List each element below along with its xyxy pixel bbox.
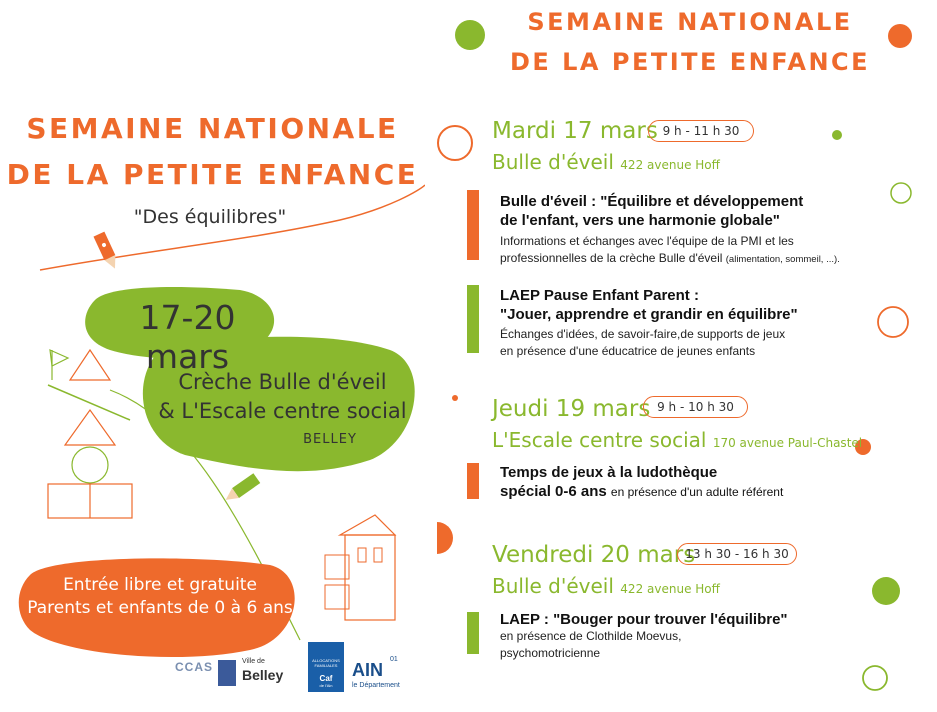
day-1-time: 9 h - 11 h 30 [648, 120, 754, 142]
poster-free-line1: Entrée libre et gratuite [63, 575, 257, 595]
poster-venue-line1: Crèche Bulle d'éveil [178, 370, 387, 394]
event-1-bar [467, 190, 479, 260]
caf-logo: ALLOCATIONS FAMILIALES Caf de l'Ain [308, 642, 344, 692]
poster-title-line1: SEMAINE NATIONALE [26, 112, 399, 145]
day-3-time: 13 h 30 - 16 h 30 [677, 543, 797, 565]
day-2-place: L'Escale centre social 170 avenue Paul-Chastel [492, 428, 863, 452]
schedule-title-line2: DE LA PETITE ENFANCE [509, 48, 871, 76]
event-4-title: LAEP : "Bouger pour trouver l'équilibre" [500, 611, 788, 628]
day-2-heading: Jeudi 19 mars [492, 396, 651, 422]
belley-logo: Ville de Belley [218, 642, 298, 692]
poster-venue-line2: & L'Escale centre social [158, 399, 407, 423]
poster [0, 0, 425, 712]
day-3-place: Bulle d'éveil 422 avenue Hoff [492, 574, 720, 598]
ccas-logo: CCAS [175, 660, 214, 674]
poster-free-line2: Parents et enfants de 0 à 6 ans [27, 598, 293, 618]
schedule-title-line1: SEMAINE NATIONALE [527, 8, 853, 36]
event-4-desc: en présence de Clothilde Moevus, psychomotricienne [500, 629, 682, 660]
event-2-title: LAEP Pause Enfant Parent : "Jouer, apprendre et grandir en équilibre" [500, 287, 798, 323]
event-3-bar [467, 463, 479, 499]
day-2-time: 9 h - 10 h 30 [643, 396, 748, 418]
event-3-title: Temps de jeux à la ludothèque spécial 0-6 ans en présence d'un adulte référent [500, 464, 784, 500]
event-2-bar [467, 285, 479, 353]
poster-dates: 17-20 mars [139, 298, 236, 376]
event-1-title: Bulle d'éveil : "Équilibre et développement de l'enfant, vers une harmonie globale" [500, 193, 804, 229]
event-4-bar [467, 612, 479, 654]
day-1-heading: Mardi 17 mars [492, 118, 658, 144]
poster-subtitle: "Des équilibres" [133, 206, 287, 228]
event-1-desc: Informations et échanges avec l'équipe de la PMI et les professionnelles de la crèche Bulle d'éveil (alimentation, sommeil, ...). [500, 234, 840, 265]
day-3-heading: Vendredi 20 mars [492, 542, 696, 568]
event-2-desc: Échanges d'idées, de savoir-faire,de supports de jeux en présence d'une éducatrice de jeunes enfants [500, 327, 786, 358]
poster-city: BELLEY [303, 432, 357, 447]
ain-logo: AIN 01 le Département [352, 656, 400, 689]
day-1-place: Bulle d'éveil 422 avenue Hoff [492, 150, 720, 174]
poster-title-line2: DE LA PETITE ENFANCE [6, 158, 419, 191]
